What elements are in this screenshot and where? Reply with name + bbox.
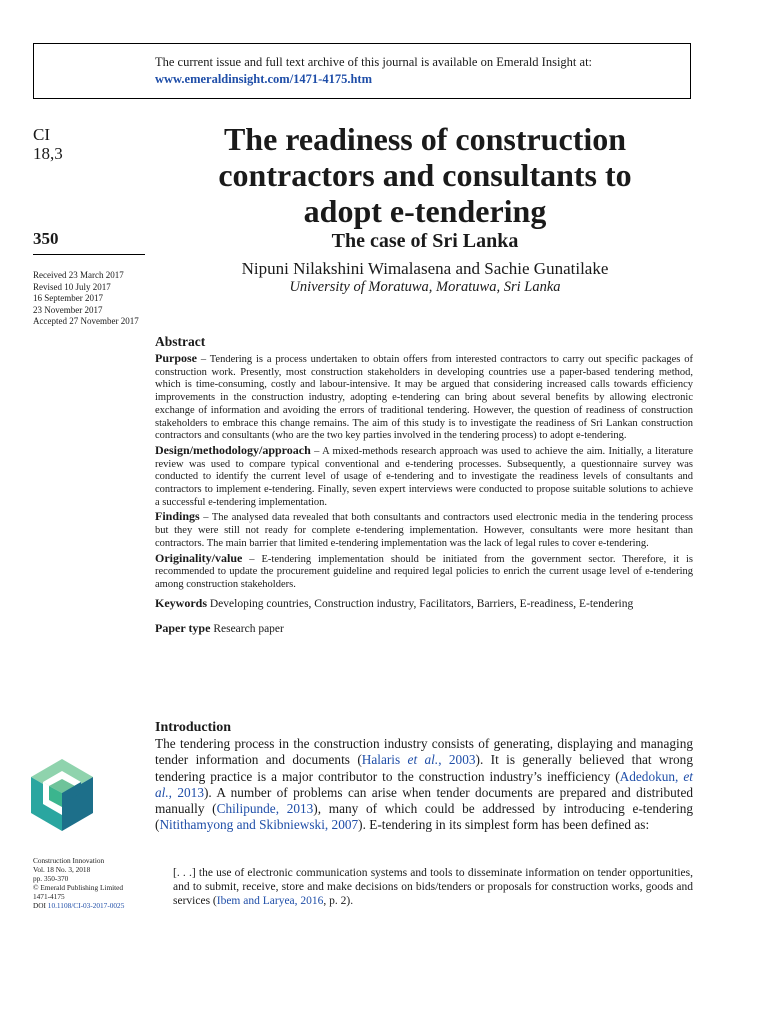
pub-volume: Vol. 18 No. 3, 2018 [33,865,91,874]
author-list [155,259,695,279]
findings-label: Findings [155,509,200,524]
citation-adedokun-author: Adedokun, [619,768,684,784]
intro-text-3: ). A number of problems can arise when tender documents are prepared and distributed manually ( [155,784,694,817]
publication-info [33,856,124,910]
doi-link[interactable]: 10.1108/CI-03-2017-0025 [47,901,125,910]
pub-pages: pp. 350-370 [33,874,69,883]
definition-quote [173,866,693,908]
abstract-findings [155,510,693,550]
pub-copyright: © Emerald Publishing Limited [33,883,124,892]
quote-text: [. . .] the use of electronic communication systems and tools to disseminate information on tender opportunities, and to submit, receive, store and make decisions on bids/tenders or proposals for construction works, goods and services ( [173,867,693,907]
findings-text: – The analysed data revealed that both consultants and contractors used electronic media in the tendering process but they were still not ready for complete e-tendering implementation. However, consultants were more hesitant than contractors. The main barrier that limited e-tendering implementation was the lack of legal rules to cover e-tendering. [155,512,693,549]
journal-url-link[interactable]: www.emeraldinsight.com/1471-4175.htm [155,72,372,86]
title-line-3: adopt e-tendering [303,193,547,229]
page-number: 350 [33,229,59,248]
author-affiliation: University of Moratuwa, Moratuwa, Sri Lanka [289,279,561,295]
journal-logo-icon [29,757,95,833]
archive-notice-box [33,43,691,99]
originality-text: – E-tendering implementation should be initiated from the government sector. Therefore, it is recommended to update the procurement guideline and required legal policies to enrich the current usage level of e-tendering among construction stakeholders. [155,553,693,590]
volume-issue: 18,3 [33,144,63,163]
article-subtitle: The case of Sri Lanka [331,230,519,252]
citation-halaris[interactable] [362,752,476,767]
originality-label: Originality/value [155,550,243,565]
archive-notice-text: The current issue and full text archive of this journal is available on Emerald Insight at: [155,55,593,69]
citation-ibem[interactable]: Ibem and Laryea, 2016 [216,895,324,907]
intro-text-1: The tendering process in the construction industry consists of generating, displaying and managing tender information and documents ( [155,736,693,768]
pub-doi-label: DOI [33,901,48,910]
title-line-1: The readiness of construction [223,121,627,157]
date-revised-3: 23 November 2017 [33,304,103,315]
article-history-dates [33,270,139,328]
paper-type-label: Paper type [155,621,211,636]
date-revised: Revised 10 July 2017 [33,281,111,292]
journal-code [33,125,63,163]
intro-text-2: ). It is generally believed that wrong tendering practice is a major contributor to the construction industry’s inefficiency ( [155,752,693,784]
abstract-heading: Abstract [155,334,206,349]
journal-abbr: CI [33,125,50,144]
citation-halaris-author: Halaris [361,752,408,768]
pub-journal: Construction Innovation [33,856,105,865]
title-line-2: contractors and consultants to [218,157,632,193]
citation-adedokun-year: , 2013 [168,784,204,800]
design-text: – A mixed-methods research approach was used to achieve the aim. Initially, a literature review was used to compare typical conventional and e-tendering processes. Subsequently, a questionnaire survey was conducted to identify the current level of usage of e-tendering and to investigate the readiness levels of consultants and contractors to implement e-tendering. Finally, seven expert interviews were conducted to propose suitable solutions to achieve a successful e-tendering implementation. [155,445,693,508]
author-2: Sachie Gunatilake [484,259,609,278]
purpose-text: – Tendering is a process undertaken to obtain offers from interested contractors to carry out specific packages of construction work. Presently, most construction stakeholders in developing countries use a paper-based tendering method, which is time-consuming, costly and labour-intensive. It may be argued that considering increased calls towards efficiency improvements in the construction industry, adopting e-tendering can bring about several benefits by allowing electronic exchange of information and avoiding the errors of traditional tendering. However, the question of readiness of construction stakeholders to embrace this change remains. The aim of this study is to investigate the readiness of Sri Lankan construction contractors and consultants (who are the two key parties involved in the tendering process) to adopt e-tendering. [155,354,693,442]
article-title [155,121,695,229]
introduction-paragraph [155,736,693,834]
keywords [155,596,693,612]
abstract-originality [155,552,693,592]
date-received: Received 23 March 2017 [33,270,124,280]
intro-text-5: ). E-tendering in its simplest form has been defined as: [358,817,650,833]
abstract-design [155,444,693,510]
page-number-rule [33,254,145,255]
quote-tail: , p. 2). [323,895,354,907]
paper-type [155,621,693,636]
abstract-purpose [155,352,693,443]
citation-chilipunde[interactable]: Chilipunde, 2013 [216,801,314,817]
paper-type-text: Research paper [210,623,284,636]
introduction-section [155,720,693,834]
date-accepted: Accepted 27 November 2017 [33,316,139,327]
keywords-text: Developing countries, Construction industry, Facilitators, Barriers, E-readiness, E-tendering [207,597,634,610]
pub-issn: 1471-4175 [33,892,65,901]
author-conjunction: and [455,259,480,278]
intro-text-4: ), many of which could be addressed by introducing e-tendering ( [155,801,693,833]
purpose-label: Purpose [155,351,197,365]
citation-halaris-year: , 2003 [438,752,476,768]
author-1: Nipuni Nilakshini Wimalasena [241,259,452,278]
date-revised-2: 16 September 2017 [33,293,103,304]
introduction-heading: Introduction [155,720,231,735]
design-label: Design/methodology/approach [155,442,311,457]
abstract-section [155,334,693,636]
pub-doi-row [33,901,124,910]
citation-adedokun-etal: et al. [155,768,693,800]
citation-nitithamyong[interactable]: Nitithamyong and Skibniewski, 2007 [159,817,359,833]
keywords-label: Keywords [155,595,207,610]
citation-halaris-etal: et al. [407,752,439,768]
